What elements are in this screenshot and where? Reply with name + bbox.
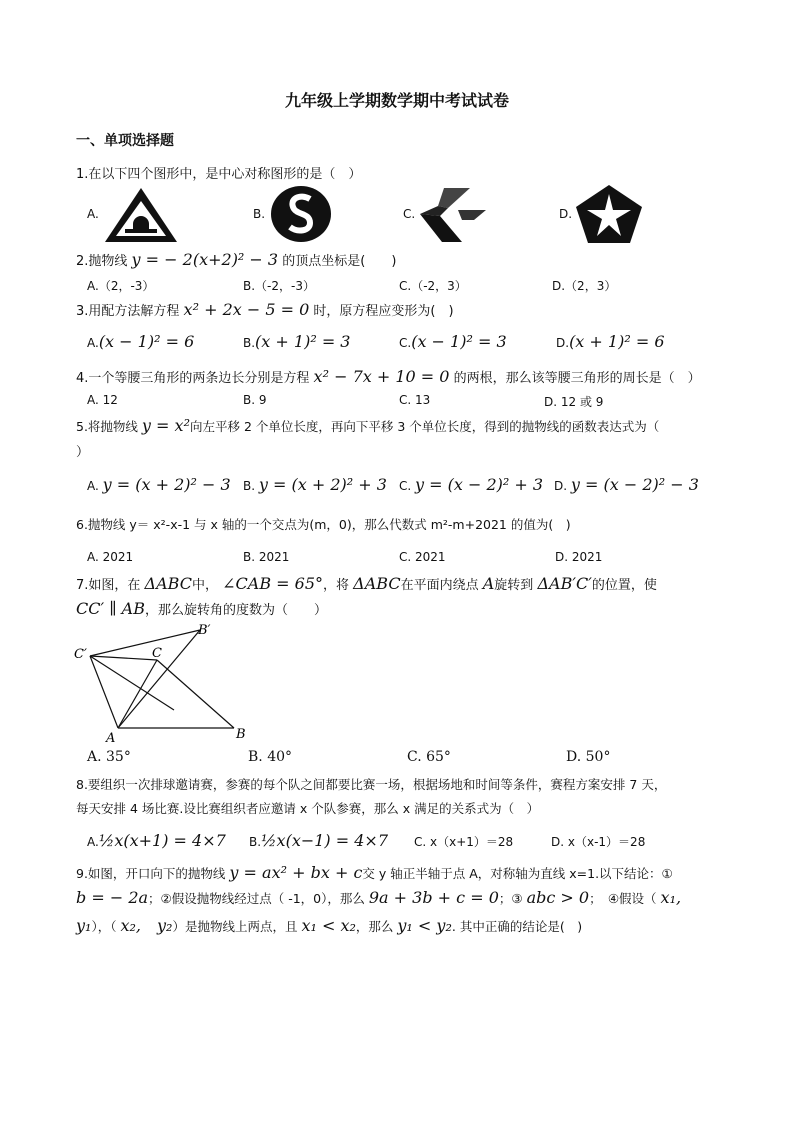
- label-bp: B′: [198, 623, 211, 638]
- q8-option-b: B.½x(x−1) = 4×7: [249, 831, 389, 850]
- q6-stem: 6.抛物线 y＝ x²-x-1 与 x 轴的一个交点为(m，0)，那么代数式 m²-m+2021 的值为( ): [76, 517, 571, 532]
- q2-option-c: C.（-2，3）: [399, 279, 467, 293]
- q1-option-b: B.: [253, 207, 266, 221]
- q5-option-a: A. y = (x + 2)² − 3: [87, 475, 231, 494]
- q6-option-d: D. 2021: [555, 550, 603, 564]
- q7-option-b: B. 40°: [248, 749, 293, 765]
- q5-option-c: C. y = (x − 2)² + 3: [399, 475, 544, 494]
- q7-option-a: A. 35°: [87, 749, 131, 765]
- edge-cp-a: [90, 656, 118, 728]
- section-heading: 一、单项选择题: [76, 133, 174, 149]
- q3-option-a: A.(x − 1)² = 6: [87, 332, 195, 351]
- q9-stem-line3: y₁），（ x₂, y₂）是抛物线上两点，且 x₁ < x₂，那么 y₁ < y₂. 其中正确的结论是( ): [76, 916, 583, 935]
- q8-option-d: D. x（x-1）＝28: [551, 835, 646, 849]
- q4-formula: x² − 7x + 10 = 0: [313, 367, 450, 386]
- q4-option-c: C. 13: [399, 393, 431, 407]
- q9-stem-line1: 9.如图，开口向下的抛物线 y = ax² + bx + c交 y 轴正半轴于点 A，对称轴为直线 x=1.以下结论：①: [76, 863, 673, 882]
- q4-option-b: B. 9: [243, 393, 267, 407]
- q3-pre: 3.用配方法解方程: [76, 304, 180, 319]
- s-logo-icon: [270, 185, 332, 243]
- q2-option-a: A.（2，-3）: [87, 279, 155, 293]
- q2-formula: y = − 2(x+2)² − 3: [131, 250, 279, 269]
- q3-formula: x² + 2x − 5 = 0: [183, 300, 310, 319]
- q3-post: 时，原方程应变形为( ): [313, 304, 454, 319]
- q8-option-a: A.½x(x+1) = 4×7: [87, 831, 226, 850]
- q2-post: 的顶点坐标是( ): [282, 254, 397, 269]
- label-cp: C′: [74, 647, 87, 662]
- edge-cp-bp: [90, 630, 200, 656]
- edge-c-b: [157, 660, 234, 728]
- q8-stem-line1: 8.要组织一次排球邀请赛，参赛的每个队之间都要比赛一场，根据场地和时间等条件，赛程方案安排 7 天，: [76, 777, 667, 792]
- q8-option-c: C. x（x+1）＝28: [414, 835, 514, 849]
- edge-a-bp: [118, 630, 200, 728]
- edge-a-c: [118, 660, 157, 728]
- q7-option-c: C. 65°: [407, 749, 451, 765]
- q6-option-c: C. 2021: [399, 550, 446, 564]
- q3-option-d: D.(x + 1)² = 6: [556, 332, 665, 351]
- q6-option-a: A. 2021: [87, 550, 134, 564]
- q3-stem: [76, 300, 454, 319]
- arrow-logo-icon: [418, 186, 488, 244]
- q1-option-a: A.: [87, 207, 99, 221]
- q7-figure: [70, 618, 260, 746]
- label-a: A: [106, 731, 116, 746]
- page-title: 九年级上学期数学期中考试试卷: [284, 91, 509, 110]
- label-b: B: [236, 727, 246, 742]
- triangle-sign-icon: [103, 186, 179, 244]
- q5-formula: y = x²: [141, 416, 190, 435]
- q5-option-b: B. y = (x + 2)² + 3: [243, 475, 387, 494]
- q2-stem: [76, 250, 396, 269]
- q2-pre: 2.抛物线: [76, 254, 128, 269]
- q1-option-d: D.: [559, 207, 573, 221]
- q7-stem-line1: 7.如图，在 ΔABC中， ∠CAB = 65°，将 ΔABC在平面内绕点 A旋转到 ΔAB′C′的位置，使: [76, 574, 657, 593]
- q4-option-d: D. 12 或 9: [544, 395, 604, 409]
- q3-option-c: C.(x − 1)² = 3: [399, 332, 507, 351]
- q7-option-d: D. 50°: [566, 749, 611, 765]
- q5-stem-line2: ）: [76, 445, 90, 460]
- star-pentagon-icon: [575, 184, 643, 244]
- q7-stem-line2: CC′ ∥ AB，那么旋转角的度数为（ ）: [76, 599, 328, 618]
- q5-stem: 5.将抛物线 y = x²向左平移 2 个单位长度，再向下平移 3 个单位长度，得到的抛物线的函数表达式为（: [76, 416, 660, 435]
- q4-stem: 4.一个等腰三角形的两条边长分别是方程 x² − 7x + 10 = 0 的两根，那么该等腰三角形的周长是（ ）: [76, 367, 701, 386]
- q1-stem: 1.在以下四个图形中，是中心对称图形的是（ ）: [76, 167, 362, 182]
- q3-option-b: B.(x + 1)² = 3: [243, 332, 351, 351]
- label-c: C: [152, 646, 162, 661]
- q9-stem-line2: b = − 2a；②假设抛物线经过点（ -1，0），那么 9a + 3b + c = 0；③ abc > 0； ④假设（ x₁,: [76, 888, 682, 907]
- q4-option-a: A. 12: [87, 393, 118, 407]
- q8-stem-line2: 每天安排 4 场比赛.设比赛组织者应邀请 x 个队参赛，那么 x 满足的关系式为（ ）: [76, 801, 540, 816]
- q6-option-b: B. 2021: [243, 550, 290, 564]
- edge-cp-c: [90, 656, 157, 660]
- q5-option-d: D. y = (x − 2)² − 3: [554, 475, 699, 494]
- q2-option-d: D.（2，3）: [552, 279, 617, 293]
- q2-option-b: B.（-2，-3）: [243, 279, 315, 293]
- q1-option-c: C.: [403, 207, 416, 221]
